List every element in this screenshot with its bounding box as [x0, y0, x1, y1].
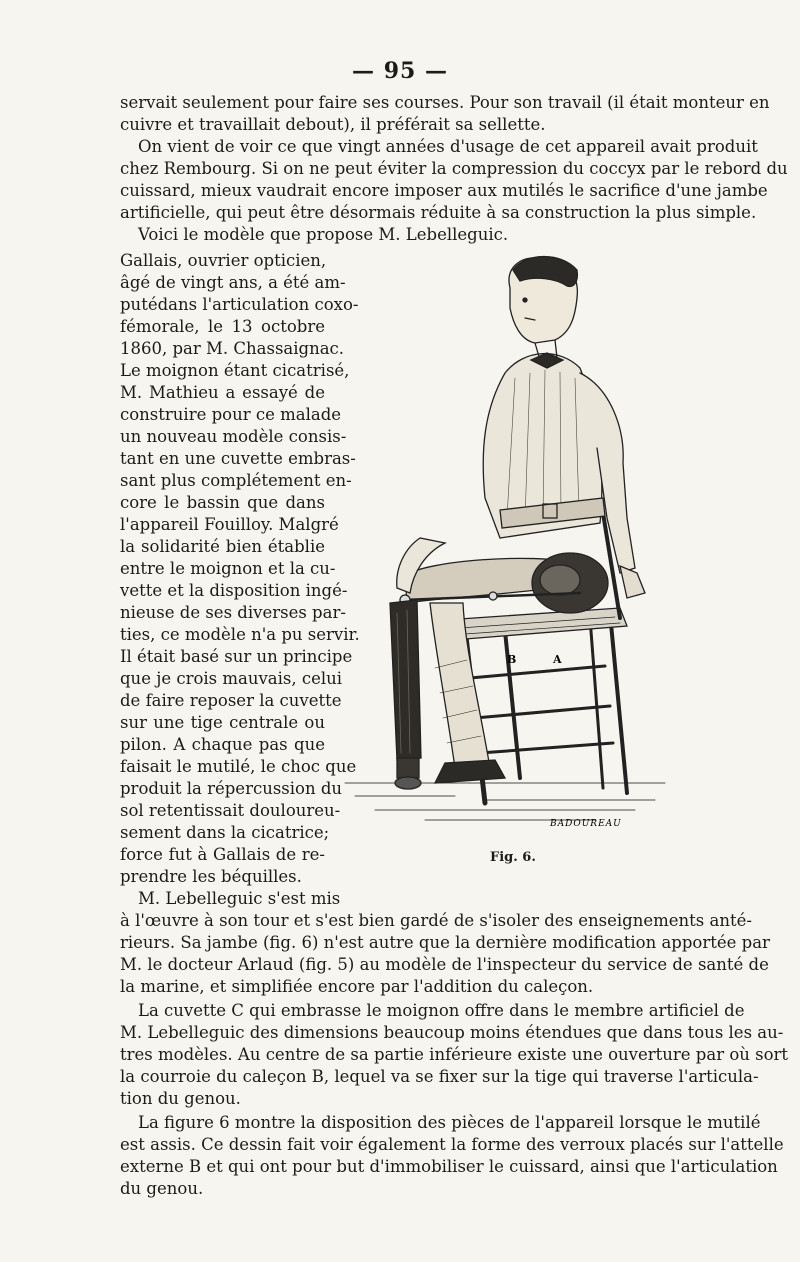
text-line: est assis. Ce dessin fait voir également la forme des verroux placés sur l'attelle	[120, 1135, 784, 1154]
text-line: M. le docteur Arlaud (fig. 5) au modèle de l'inspecteur du service de santé de	[120, 955, 769, 974]
text-line: On vient de voir ce que vingt années d'usage de cet appareil avait produit	[138, 137, 758, 156]
text-line: core le bassin que dans	[120, 493, 325, 512]
text-line: la courroie du caleçon B, lequel va se fixer sur la tige qui traverse l'articula-	[120, 1067, 759, 1086]
text-line: sement dans la cicatrice;	[120, 823, 330, 842]
text-line: cuissard, mieux vaudrait encore imposer aux mutilés le sacrifice d'une jambe	[120, 181, 768, 200]
text-line: M. Mathieu a essayé de	[120, 383, 325, 402]
text-line: produit la répercussion du	[120, 779, 343, 798]
text-line: fémorale, le 13 octobre	[120, 317, 325, 336]
text-line: force fut à Gallais de re-	[120, 845, 325, 864]
text-line: pilon. A chaque pas que	[120, 735, 325, 754]
figure-label-a: A	[553, 653, 562, 666]
text-line: sur une tige centrale ou	[120, 713, 325, 732]
text-line: externe B et qui ont pour but d'immobiliser le cuissard, ainsi que l'articulation	[120, 1157, 778, 1176]
text-line: la marine, et simplifiée encore par l'addition du caleçon.	[120, 977, 594, 996]
text-line: cuivre et travaillait debout), il préférait sa sellette.	[120, 115, 546, 134]
text-line: tres modèles. Au centre de sa partie inférieure existe une ouverture par où sort	[120, 1045, 789, 1064]
text-line: du genou.	[120, 1179, 204, 1198]
page-number: — 95 —	[352, 58, 448, 84]
text-line: âgé de vingt ans, a été am-	[120, 273, 346, 292]
text-line: Voici le modèle que propose M. Lebelleguic.	[138, 225, 509, 244]
text-line: rieurs. Sa jambe (fig. 6) n'est autre que la dernière modification apportée par	[120, 933, 770, 952]
figure-label-b: B	[507, 653, 517, 666]
engraving-seated-man-artificial-leg	[335, 248, 680, 848]
text-line: 1860, par M. Chassaignac.	[120, 339, 345, 358]
text-line: chez Rembourg. Si on ne peut éviter la compression du coccyx par le rebord du	[120, 159, 788, 178]
text-line: de faire reposer la cuvette	[120, 691, 342, 710]
engraver-signature: BADOUREAU	[550, 819, 622, 829]
figure-engraving	[335, 248, 680, 848]
text-line: tion du genou.	[120, 1089, 241, 1108]
text-line: vette et la disposition ingé-	[120, 581, 348, 600]
text-line: que je crois mauvais, celui	[120, 669, 343, 688]
text-line: construire pour ce malade	[120, 405, 342, 424]
text-line: la solidarité bien établie	[120, 537, 325, 556]
text-line: putédans l'articulation coxo-	[120, 295, 359, 314]
text-line: M. Lebelleguic s'est mis	[138, 889, 341, 908]
text-line: La cuvette C qui embrasse le moignon offre dans le membre artificiel de	[138, 1001, 745, 1020]
text-line: à l'œuvre à son tour et s'est bien gardé de s'isoler des enseignements anté-	[120, 911, 752, 930]
text-line: sant plus complétement en-	[120, 471, 352, 490]
text-line: entre le moignon et la cu-	[120, 559, 336, 578]
text-line: Gallais, ouvrier opticien,	[120, 251, 327, 270]
text-line: Le moignon étant cicatrisé,	[120, 361, 350, 380]
text-line: servait seulement pour faire ses courses. Pour son travail (il était monteur en	[120, 93, 770, 112]
text-line: La figure 6 montre la disposition des pièces de l'appareil lorsque le mutilé	[138, 1113, 761, 1132]
text-line: tant en une cuvette embras-	[120, 449, 356, 468]
text-line: l'appareil Fouilloy. Malgré	[120, 515, 339, 534]
text-line: un nouveau modèle consis-	[120, 427, 347, 446]
text-line: artificielle, qui peut être désormais réduite à sa construction la plus simple.	[120, 203, 757, 222]
text-line: Il était basé sur un principe	[120, 647, 353, 666]
text-line: ties, ce modèle n'a pu servir.	[120, 625, 360, 644]
text-line: prendre les béquilles.	[120, 867, 302, 886]
text-line: M. Lebelleguic des dimensions beaucoup moins étendues que dans tous les au-	[120, 1023, 784, 1042]
text-line: nieuse de ses diverses par-	[120, 603, 346, 622]
text-line: sol retentissait douloureu-	[120, 801, 341, 820]
text-line: faisait le mutilé, le choc que	[120, 757, 357, 776]
figure-caption: Fig. 6.	[490, 850, 536, 865]
